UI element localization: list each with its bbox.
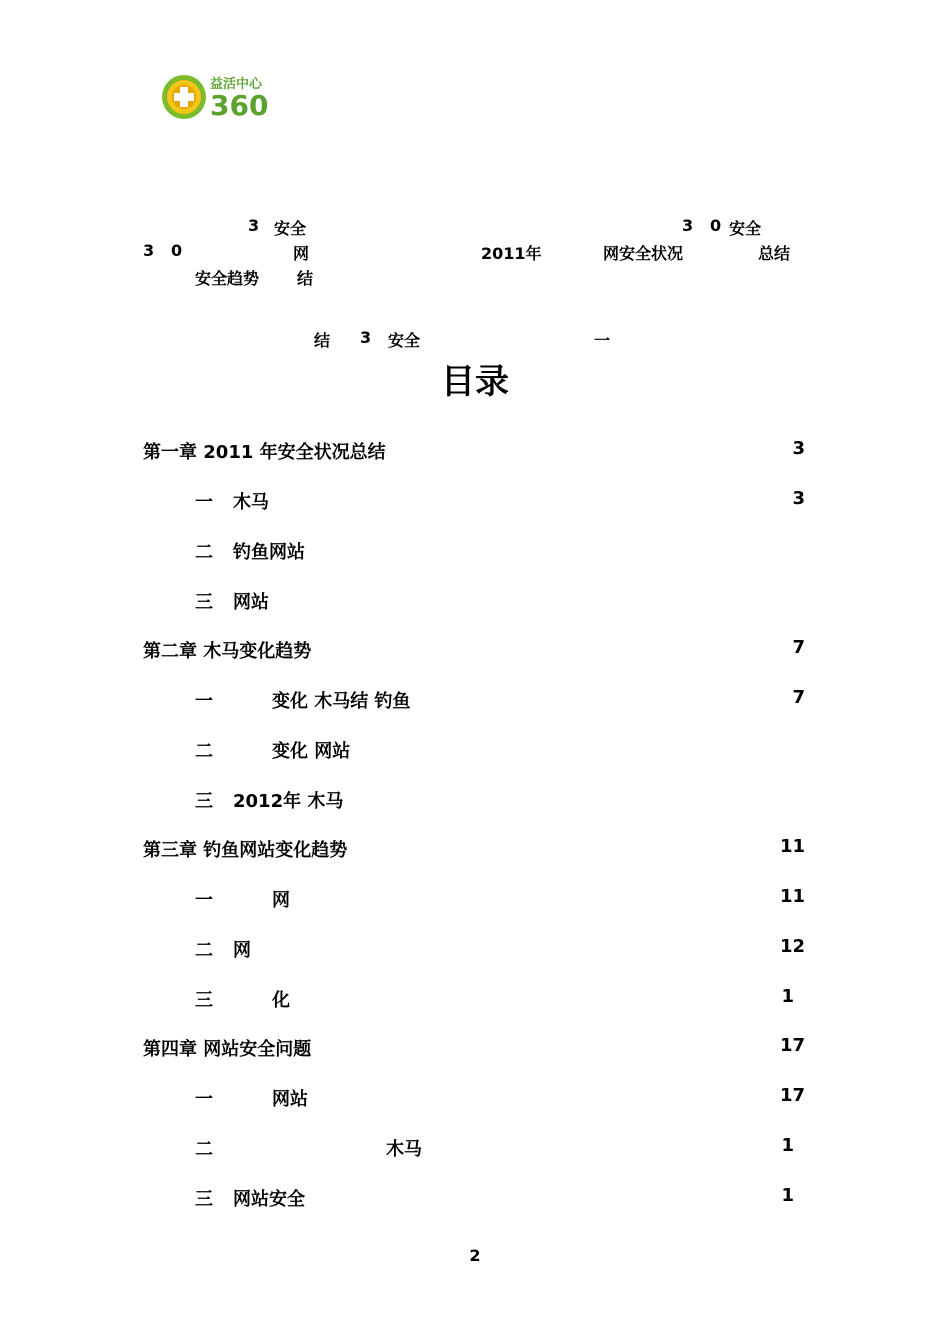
toc-page-number: 17 <box>779 1035 805 1056</box>
toc-section-1-3[interactable]: 网站 <box>233 592 269 613</box>
toc-section-number: 一 <box>195 1089 213 1110</box>
toc-section-number: 一 <box>195 890 213 911</box>
toc-section-3-3[interactable]: 化 <box>272 990 290 1011</box>
toc-section-number: 三 <box>195 592 213 613</box>
intro-text: 网安全状况 <box>603 244 684 263</box>
toc-page-number: 1 <box>781 1185 794 1206</box>
toc-section-1-2[interactable]: 钓鱼网站 <box>233 542 305 563</box>
toc-section-4-1[interactable]: 网站 <box>272 1089 308 1110</box>
toc-section-number: 三 <box>195 791 213 812</box>
toc-section-3-2[interactable]: 网 <box>233 940 251 961</box>
toc-section-number: 二 <box>195 542 213 563</box>
logo-top-text: 益活中心 <box>210 77 263 92</box>
toc-chapter-3[interactable]: 第三章 钓鱼网站变化趋势 <box>143 840 348 861</box>
toc-page-number: 7 <box>792 687 805 708</box>
toc-section-2-1[interactable]: 变化 木马结 钓鱼 <box>272 691 411 712</box>
intro-text: 安全 <box>729 219 762 238</box>
intro-text: 3 <box>360 328 372 347</box>
intro-text: 3 <box>248 216 260 235</box>
intro-text: 3 <box>682 216 694 235</box>
intro-text: 3 <box>143 241 155 260</box>
toc-section-4-2[interactable]: 木马 <box>386 1139 422 1160</box>
toc-section-number: 三 <box>195 1189 213 1210</box>
intro-text: 结 <box>297 269 314 288</box>
toc-section-3-1[interactable]: 网 <box>272 890 290 911</box>
toc-page-number: 11 <box>779 886 805 907</box>
intro-text: 0 <box>171 241 183 260</box>
toc-page-number: 17 <box>779 1085 805 1106</box>
intro-text: 总结 <box>758 244 791 263</box>
toc-chapter-1[interactable]: 第一章 2011 年安全状况总结 <box>143 442 386 463</box>
intro-text: 一 <box>594 331 611 350</box>
toc-section-2-2[interactable]: 变化 网站 <box>272 741 351 762</box>
toc-section-1-1[interactable]: 木马 <box>233 492 269 513</box>
toc-page-number: 11 <box>779 836 805 857</box>
toc-page-number: 3 <box>792 438 805 459</box>
toc-section-4-3[interactable]: 网站安全 <box>233 1189 305 1210</box>
toc-section-number: 一 <box>195 691 213 712</box>
toc-page-number: 1 <box>781 986 794 1007</box>
intro-text: 安全 <box>388 331 421 350</box>
page-title: 目录 <box>441 362 509 402</box>
intro-text: 安全 <box>274 219 307 238</box>
toc-page-number: 7 <box>792 637 805 658</box>
toc-page-number: 12 <box>779 936 805 957</box>
toc-section-number: 二 <box>195 1139 213 1160</box>
toc-page-number: 1 <box>781 1135 794 1156</box>
logo-360 <box>160 70 290 126</box>
intro-text: 安全趋势 <box>195 269 260 288</box>
toc-section-number: 二 <box>195 741 213 762</box>
toc-page-number: 3 <box>792 488 805 509</box>
toc-chapter-4[interactable]: 第四章 网站安全问题 <box>143 1039 312 1060</box>
intro-text: 0 <box>710 216 722 235</box>
toc-section-number: 二 <box>195 940 213 961</box>
toc-section-2-3[interactable]: 2012年 木马 <box>233 791 344 812</box>
intro-text: 网 <box>293 244 310 263</box>
logo-number-text: 360 <box>210 89 269 122</box>
page-number: 2 <box>469 1246 481 1265</box>
intro-text: 2011年 <box>481 244 542 263</box>
toc-section-number: 一 <box>195 492 213 513</box>
intro-text: 结 <box>314 331 331 350</box>
toc-chapter-2[interactable]: 第二章 木马变化趋势 <box>143 641 312 662</box>
toc-section-number: 三 <box>195 990 213 1011</box>
